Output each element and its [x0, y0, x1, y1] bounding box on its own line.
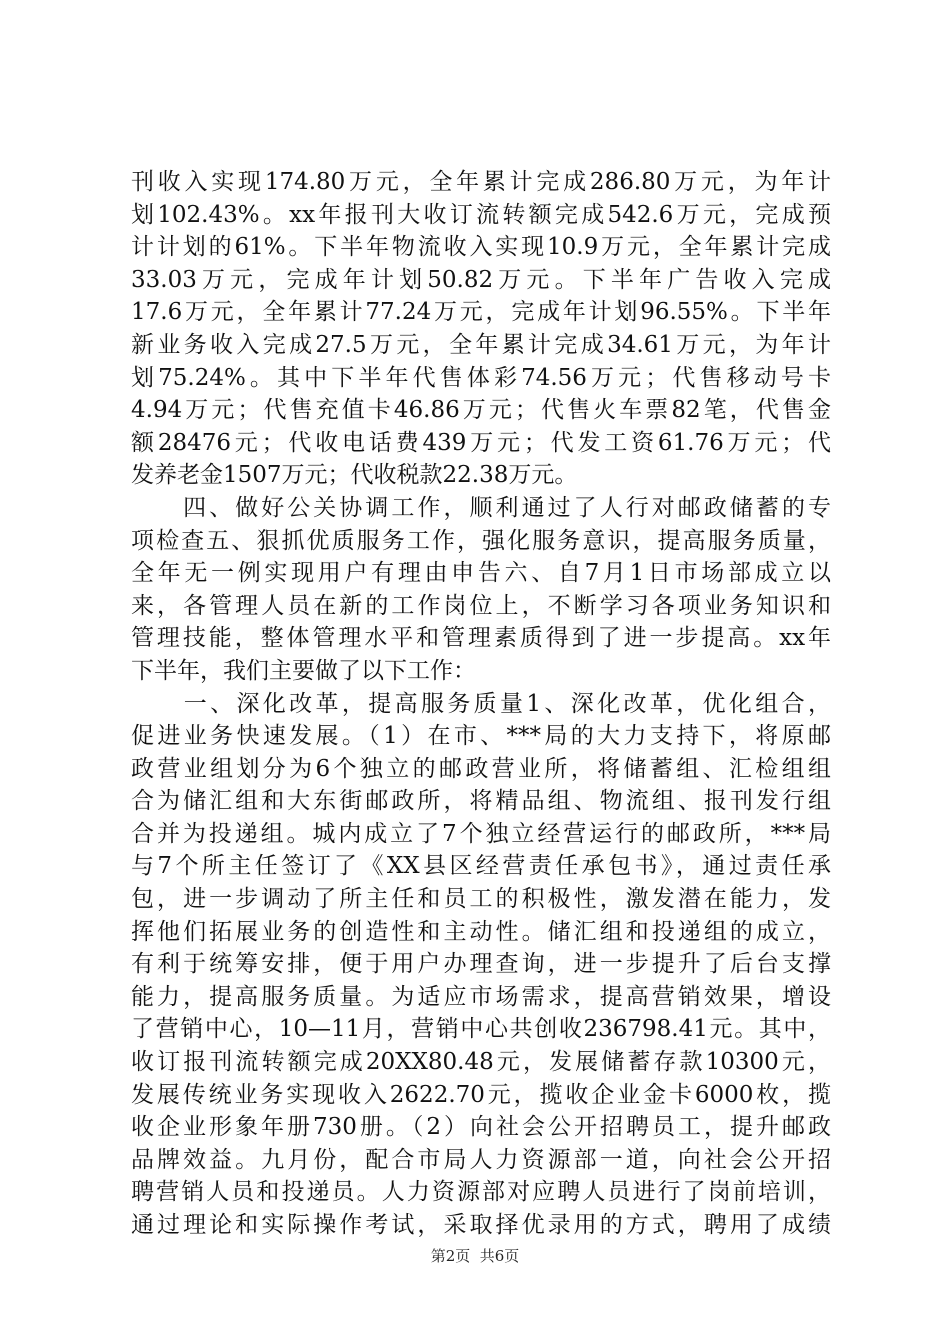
- body-text: [131, 166, 831, 1242]
- text-line: 有利于统筹安排，便于用户办理查询，进一步提升了后台支撑: [131, 951, 831, 978]
- text-line: 与7个所主任签订了《XX县区经营责任承包书》，通过责任承: [131, 853, 831, 880]
- text-line: 挥他们拓展业务的创造性和主动性。储汇组和投递组的成立，: [131, 918, 831, 945]
- text-line: 下半年，我们主要做了以下工作：: [131, 657, 476, 684]
- text-line: 划75.24%。其中下半年代售体彩74.56万元；代售移动号卡: [131, 364, 831, 391]
- text-line: 收企业形象年册730册。（2）向社会公开招聘员工，提升邮政: [131, 1114, 831, 1141]
- text-line: 额28476元；代收电话费439万元；代发工资61.76万元；代: [131, 429, 831, 456]
- text-line: 聘营销人员和投递员。人力资源部对应聘人员进行了岗前培训，: [131, 1179, 831, 1206]
- text-line: 划102.43%。xx年报刊大收订流转额完成542.6万元，完成预: [131, 201, 831, 228]
- text-line: 政营业组划分为6个独立的邮政营业所，将储蓄组、汇检组组: [131, 755, 831, 782]
- text-line: 17.6万元，全年累计77.24万元，完成年计划96.55%。下半年: [131, 299, 831, 326]
- text-line: 新业务收入完成27.5万元，全年累计完成34.61万元，为年计: [131, 331, 831, 358]
- text-line: 能力，提高服务质量。为适应市场需求，提高营销效果，增设: [131, 983, 831, 1010]
- text-line: 管理技能，整体管理水平和管理素质得到了进一步提高。xx年: [131, 625, 831, 652]
- text-line: 合为储汇组和大东街邮政所，将精品组、物流组、报刊发行组: [131, 788, 831, 815]
- text-line: 全年无一例实现用户有理由申告六、自7月1日市场部成立以: [131, 560, 831, 587]
- text-line: 促进业务快速发展。（1）在市、***局的大力支持下，将原邮: [131, 723, 831, 750]
- text-line: 包，进一步调动了所主任和员工的积极性，激发潜在能力，发: [131, 886, 831, 913]
- text-line: 四、做好公关协调工作，顺利通过了人行对邮政储蓄的专: [131, 494, 831, 521]
- text-line: 项检查五、狠抓优质服务工作，强化服务意识，提高服务质量，: [131, 527, 831, 554]
- text-line: 了营销中心，10—11月，营销中心共创收236798.41元。其中，: [131, 1016, 831, 1043]
- text-line: 发展传统业务实现收入2622.70元，揽收企业金卡6000枚，揽: [131, 1081, 831, 1108]
- text-line: 4.94万元；代售充值卡46.86万元；代售火车票82笔，代售金: [131, 397, 831, 424]
- text-line: 来，各管理人员在新的工作岗位上，不断学习各项业务知识和: [131, 592, 831, 619]
- text-line: 33.03万元，完成年计划50.82万元。下半年广告收入完成: [131, 266, 831, 293]
- text-line: 品牌效益。九月份，配合市局人力资源部一道，向社会公开招: [131, 1146, 831, 1173]
- text-line: 一、深化改革，提高服务质量1、深化改革，优化组合，: [131, 690, 831, 717]
- text-line: 合并为投递组。城内成立了7个独立经营运行的邮政所，***局: [131, 820, 831, 847]
- text-line: 收订报刊流转额完成20XX80.48元，发展储蓄存款10300元，: [131, 1049, 831, 1076]
- text-line: 通过理论和实际操作考试，采取择优录用的方式，聘用了成绩: [131, 1212, 831, 1238]
- text-line: 计计划的61%。下半年物流收入实现10.9万元，全年累计完成: [131, 234, 831, 261]
- text-line: 发养老金1507万元；代收税款22.38万元。: [131, 462, 578, 489]
- page-footer: 第2页 共6页: [430, 1247, 520, 1265]
- text-line: 刊收入实现174.80万元，全年累计完成286.80万元，为年计: [131, 169, 831, 195]
